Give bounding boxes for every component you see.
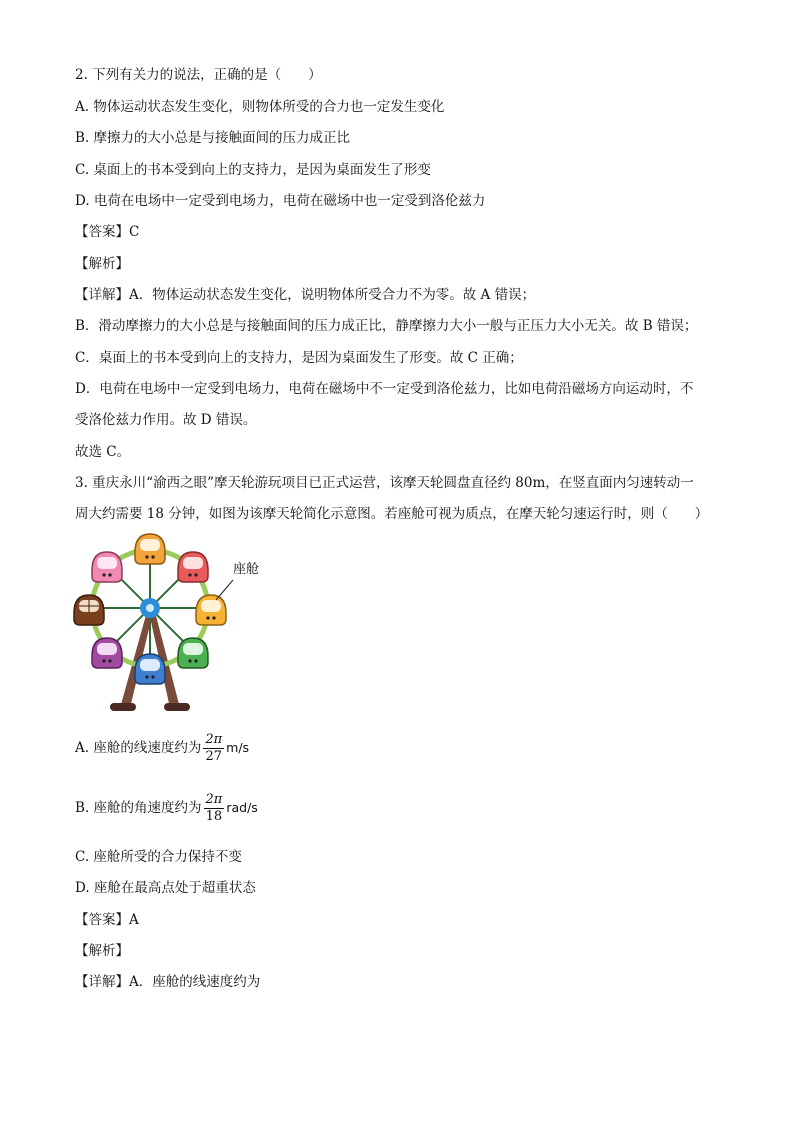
- q2-analysis-label: 【解析】: [75, 256, 129, 272]
- q2-detail-d-cont: 受洛伦兹力作用。故 D 错误。: [75, 412, 257, 428]
- q2-answer: 【答案】C: [75, 224, 140, 240]
- q3-detail-a: 【详解】A．座舱的线速度约为: [75, 974, 261, 990]
- q3-option-a-prefix: A. 座舱的线速度约为: [75, 740, 202, 756]
- q3-option-a-numerator: 2π: [205, 732, 223, 747]
- q3-stem-line1: 3. 重庆永川“渝西之眼”摩天轮游玩项目已正式运营，该摩天轮圆盘直径约 80m，在竖直面内匀速转动一: [75, 475, 694, 491]
- label-pointer: [216, 580, 233, 600]
- q3-answer: 【答案】A: [75, 912, 139, 928]
- ferris-wheel-figure: [70, 530, 270, 720]
- q3-analysis-label: 【解析】: [75, 943, 129, 959]
- q3-option-a: [75, 732, 249, 765]
- q3-option-b-unit: rad/s: [226, 800, 258, 815]
- q3-option-c: C. 座舱所受的合力保持不变: [75, 849, 242, 865]
- cabin-top-right: [178, 552, 208, 582]
- q2-detail-b: B．滑动摩擦力的大小总是与接触面间的压力成正比，静摩擦力大小一般与正压力大小无关。故 B 错误；: [75, 318, 698, 334]
- cabin-bottom-left: [92, 638, 122, 668]
- cabin-top-left: [92, 552, 122, 582]
- q3-option-a-denominator: 27: [205, 749, 223, 764]
- cabin-top: [135, 534, 165, 564]
- cabin-bottom: [135, 654, 165, 684]
- q2-option-a: A. 物体运动状态发生变化，则物体所受的合力也一定发生变化: [75, 99, 445, 115]
- q2-option-d: D. 电荷在电场中一定受到电场力，电荷在磁场中也一定受到洛伦兹力: [75, 193, 486, 209]
- cabin-right: [196, 595, 226, 625]
- q3-option-b-fraction: [204, 792, 225, 825]
- cabin-bottom-right: [178, 638, 208, 668]
- q2-option-b: B. 摩擦力的大小总是与接触面间的压力成正比: [75, 130, 351, 146]
- q3-option-a-unit: m/s: [226, 740, 250, 755]
- q2-detail-c: C．桌面上的书本受到向上的支持力，是因为桌面发生了形变。故 C 正确；: [75, 350, 523, 366]
- q2-detail-d: D．电荷在电场中一定受到电场力，电荷在磁场中不一定受到洛伦兹力，比如电荷沿磁场方向运动时，不: [75, 381, 694, 397]
- q3-option-b-numerator: 2π: [205, 792, 223, 807]
- q3-option-b-denominator: 18: [205, 809, 223, 824]
- q2-stem: 2. 下列有关力的说法，正确的是（ ）: [75, 67, 322, 83]
- q3-option-a-fraction: [203, 732, 224, 765]
- cabin-left: [74, 595, 104, 625]
- q2-option-c: C. 桌面上的书本受到向上的支持力，是因为桌面发生了形变: [75, 162, 431, 178]
- q3-option-d: D. 座舱在最高点处于超重状态: [75, 880, 256, 896]
- q3-stem-line2: 周大约需要 18 分钟，如图为该摩天轮简化示意图。若座舱可视为质点，在摩天轮匀速运行时，则（ ）: [75, 506, 709, 522]
- cabin-label: 座舱: [233, 562, 260, 577]
- q2-conclusion: 故选 C。: [75, 444, 131, 460]
- q3-option-b-prefix: B. 座舱的角速度约为: [75, 800, 202, 816]
- q3-option-b: [75, 792, 258, 825]
- q2-detail-a: 【详解】A．物体运动状态发生变化，说明物体所受合力不为零。故 A 错误；: [75, 287, 536, 303]
